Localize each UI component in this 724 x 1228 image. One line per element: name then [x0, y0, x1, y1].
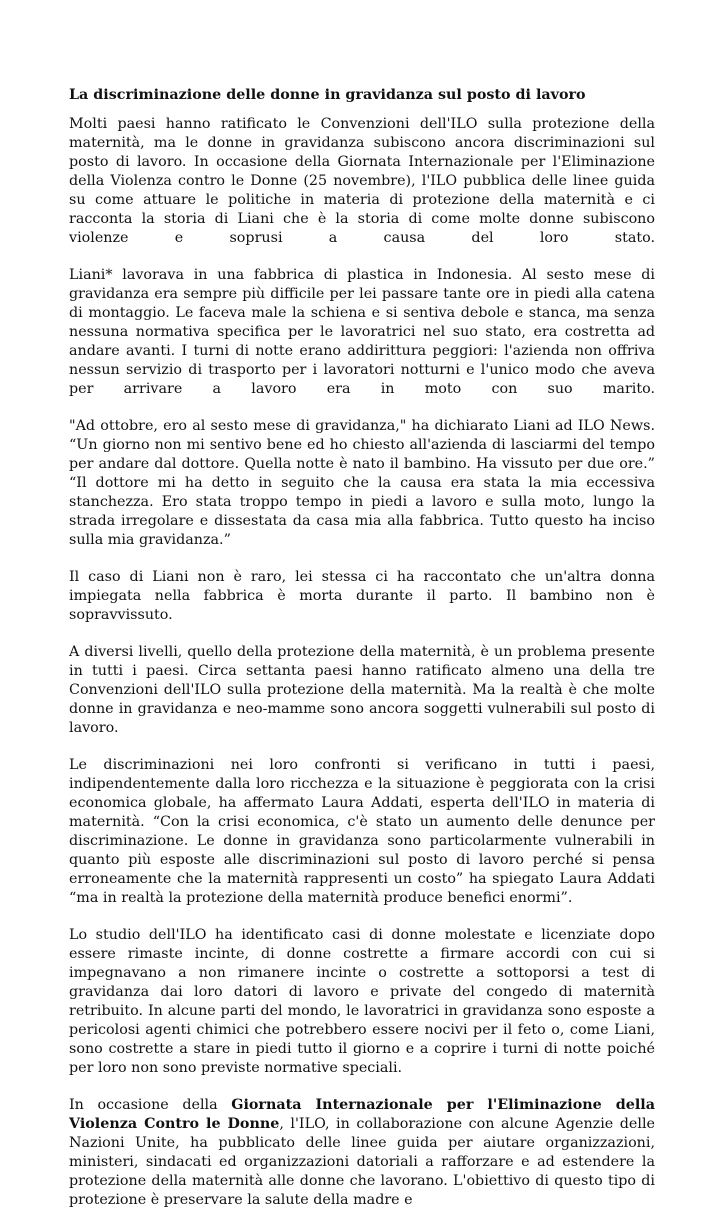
- document-title: La discriminazione delle donne in gravidanza sul posto di lavoro: [69, 87, 586, 103]
- paragraph-protection-levels: A diversi livelli, quello della protezione della maternità, è un problema presente in tutti i paesi. Circa settanta paesi hanno ratificato almeno una della tre Convenzioni dell'ILO sulla protezione della maternità. Ma la realtà è che molte donne in gravidanza e neo-mamme sono ancora soggetti vulnerabili sul posto di lavoro.: [69, 644, 655, 736]
- document-page: [69, 86, 655, 1228]
- guidelines-intro-text: In occasione della: [69, 1097, 232, 1113]
- paragraph-liani-story: Liani* lavorava in una fabbrica di plastica in Indonesia. Al sesto mese di gravidanza era sempre più difficile per lei passare tante ore in piedi alla catena di montaggio. Le faceva male la schiena e si sentiva debole e stanca, ma senza nessuna normativa specifica per le lavoratrici nel suo stato, era costretta ad andare avanti. I turni di notte erano addirittura peggiori: l'azienda non offriva nessun servizio di trasporto per i lavoratori notturni e l'unico modo che aveva per arrivare a lavoro era in moto con suo marito.: [69, 267, 655, 397]
- paragraph-ilo-study: Lo studio dell'ILO ha identificato casi di donne molestate e licenziate dopo essere rimaste incinte, di donne costrette a firmare accordi con cui si impegnavano a non rimanere incinte o costrette a sottoporsi a test di gravidanza dai loro datori di lavoro e private del congedo di maternità retribuito. In alcune parti del mondo, le lavoratrici in gravidanza sono esposte a pericolosi agenti chimici che potrebbero essere nocivi per il feto o, come Liani, sono costrette a stare in piedi tutto il giorno e a coprire i turni di notte poiché per loro non sono previste normative speciali.: [69, 927, 655, 1076]
- paragraph-discrimination: Le discriminazioni nei loro confronti si verificano in tutti i paesi, indipendentemente dalla loro ricchezza e la situazione è peggiorata con la crisi economica globale, ha affermato Laura Addati, esperta dell'ILO in materia di maternità. “Con la crisi economica, c'è stato un aumento delle denunce per discriminazione. Le donne in gravidanza sono particolarmente vulnerabili in quanto più esposte alle discriminazioni sul posto di lavoro perché si pensa erroneamente che la maternità rappresenti un costo” ha spiegato Laura Addati “ma in realtà la protezione della maternità produce benefici enormi”.: [69, 757, 655, 906]
- day-name-bold: Giornata Internazionale per l'Eliminazione della Violenza Contro le Donne: [69, 1097, 655, 1132]
- paragraph-guidelines: [69, 1096, 655, 1210]
- guidelines-rest-text: , l'ILO, in collaborazione con alcune Agenzie delle Nazioni Unite, ha pubblicato delle linee guida per aiutare organizzazioni, ministeri, sindacati ed organizzazioni datoriali a rafforzare e ad estendere la protezione della maternità alle donne che lavorano. L'obiettivo di questo tipo di protezione è preservare la salute della madre e: [69, 1116, 655, 1208]
- paragraph-liani-quote: "Ad ottobre, ero al sesto mese di gravidanza," ha dichiarato Liani ad ILO News. “Un giorno non mi sentivo bene ed ho chiesto all'azienda di lasciarmi del tempo per andare dal dottore. Quella notte è nato il bambino. Ha vissuto per due ore.” “Il dottore mi ha detto in seguito che la causa era stata la mia eccessiva stanchezza. Ero stata troppo tempo in piedi a lavoro e sulla moto, lungo la strada irregolare e dissestata da casa mia alla fabbrica. Tutto questo ha inciso sulla mia gravidanza.”: [69, 418, 655, 548]
- paragraph-case-not-rare: Il caso di Liani non è raro, lei stessa ci ha raccontato che un'altra donna impiegata nella fabbrica è morta durante il parto. Il bambino non è sopravvissuto.: [69, 569, 655, 623]
- paragraph-intro: Molti paesi hanno ratificato le Convenzioni dell'ILO sulla protezione della maternità, ma le donne in gravidanza subiscono ancora discriminazioni sul posto di lavoro. In occasione della Giornata Internazionale per l'Eliminazione della Violenza contro le Donne (25 novembre), l'ILO pubblica delle linee guida su come attuare le politiche in materia di protezione della maternità e ci racconta la storia di Liani che è la storia di come molte donne subiscono violenze e soprusi a causa del loro stato.: [69, 116, 655, 246]
